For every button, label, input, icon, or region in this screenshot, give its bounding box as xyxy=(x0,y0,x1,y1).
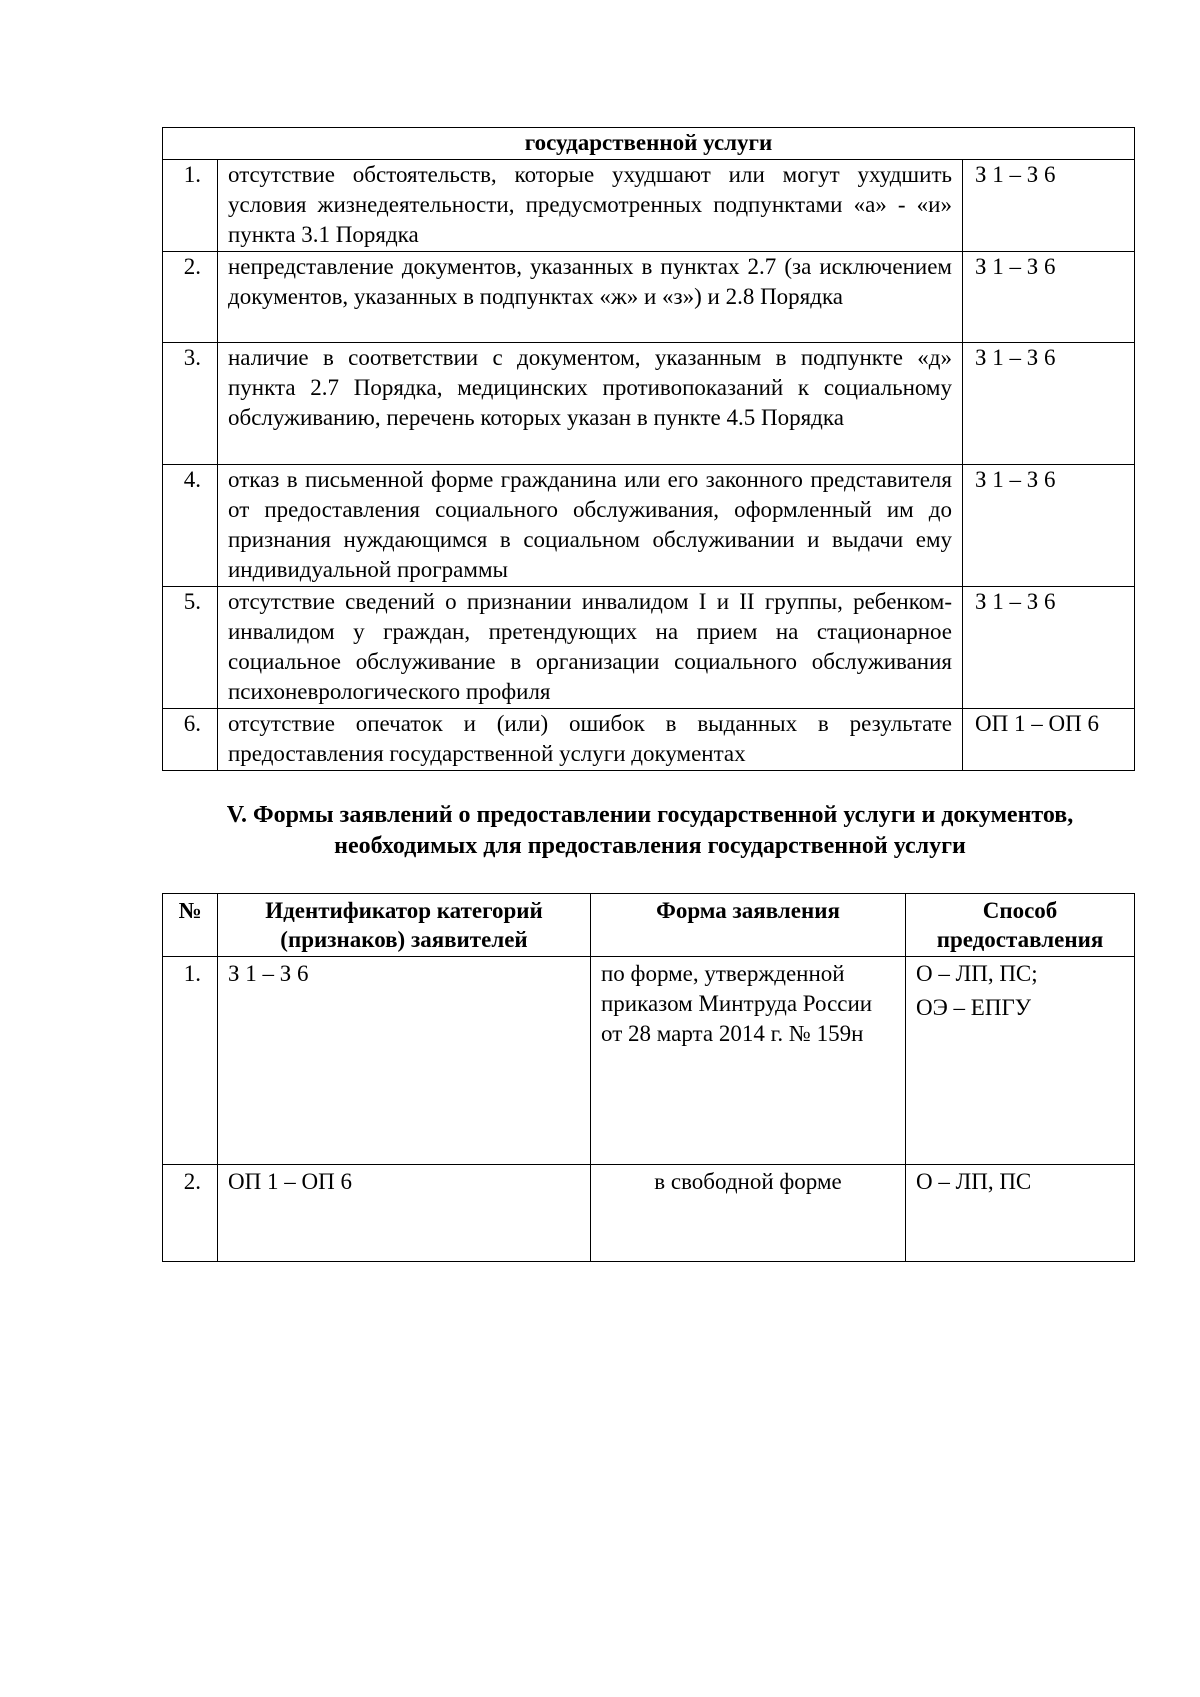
row-method xyxy=(906,957,1135,1165)
method-line: О – ЛП, ПС; xyxy=(916,961,1038,986)
row-code: З 1 – З 6 xyxy=(963,587,1135,709)
row-description: наличие в соответствии с документом, указанным в подпункте «д» пункта 2.7 Порядка, медицинских противопоказаний к социальному обслуживанию, перечень которых указан в пункте 4.5 Порядка xyxy=(218,343,963,465)
row-description: отказ в письменной форме гражданина или его законного представителя от предоставления социального обслуживания, оформленный им до признания нуждающимся в социальном обслуживании и выдачи ему индивидуальной программы xyxy=(218,465,963,587)
table-header-row xyxy=(163,894,1135,957)
section-title-line: необходимых для предоставления государственной услуги xyxy=(334,833,966,859)
table-row xyxy=(163,160,1135,252)
table-row xyxy=(163,343,1135,465)
row-description: отсутствие сведений о признании инвалидом I и II группы, ребенком-инвалидом у граждан, претендующих на прием на стационарное социальное обслуживание в организации социального обслуживания психоневрологического профиля xyxy=(218,587,963,709)
row-code: З 1 – З 6 xyxy=(963,160,1135,252)
refusal-grounds-table xyxy=(162,127,1135,771)
column-header-number: № xyxy=(163,894,218,957)
method-line: О – ЛП, ПС xyxy=(916,1169,1032,1194)
row-code: ОП 1 – ОП 6 xyxy=(963,709,1135,771)
row-code: З 1 – З 6 xyxy=(963,252,1135,343)
section-title-line: V. Формы заявлений о предоставлении государственной услуги и документов, xyxy=(226,802,1074,828)
row-identifier: З 1 – З 6 xyxy=(218,957,591,1165)
row-number: 1. xyxy=(163,160,218,252)
table-row xyxy=(163,709,1135,771)
row-description: непредставление документов, указанных в пунктах 2.7 (за исключением документов, указанных в подпунктах «ж» и «з») и 2.8 Порядка xyxy=(218,252,963,343)
row-identifier: ОП 1 – ОП 6 xyxy=(218,1165,591,1262)
application-forms-table xyxy=(162,893,1135,1262)
table-header-row xyxy=(163,128,1135,160)
table-row xyxy=(163,252,1135,343)
table-row xyxy=(163,1165,1135,1262)
table-row xyxy=(163,587,1135,709)
row-code: З 1 – З 6 xyxy=(963,343,1135,465)
row-code: З 1 – З 6 xyxy=(963,465,1135,587)
row-number: 1. xyxy=(163,957,218,1165)
row-description: отсутствие опечаток и (или) ошибок в выданных в результате предоставления государственной услуги документах xyxy=(218,709,963,771)
column-header-identifier: Идентификатор категорий (признаков) заявителей xyxy=(218,894,591,957)
table-row xyxy=(163,465,1135,587)
row-method xyxy=(906,1165,1135,1262)
column-header-form: Форма заявления xyxy=(591,894,906,957)
row-form: в свободной форме xyxy=(591,1165,906,1262)
section-title xyxy=(150,800,1150,862)
column-header-method: Способ предоставления xyxy=(906,894,1135,957)
row-number: 2. xyxy=(163,252,218,343)
row-number: 5. xyxy=(163,587,218,709)
row-number: 3. xyxy=(163,343,218,465)
method-line: ОЭ – ЕПГУ xyxy=(916,995,1032,1020)
table-row xyxy=(163,957,1135,1165)
row-description: отсутствие обстоятельств, которые ухудшают или могут ухудшить условия жизнедеятельности, предусмотренных подпунктами «а» - «и» пункта 3.1 Порядка xyxy=(218,160,963,252)
row-number: 2. xyxy=(163,1165,218,1262)
table-header-cell: государственной услуги xyxy=(163,128,1135,160)
row-form: по форме, утвержденной приказом Минтруда России от 28 марта 2014 г. № 159н xyxy=(591,957,906,1165)
row-number: 4. xyxy=(163,465,218,587)
row-number: 6. xyxy=(163,709,218,771)
